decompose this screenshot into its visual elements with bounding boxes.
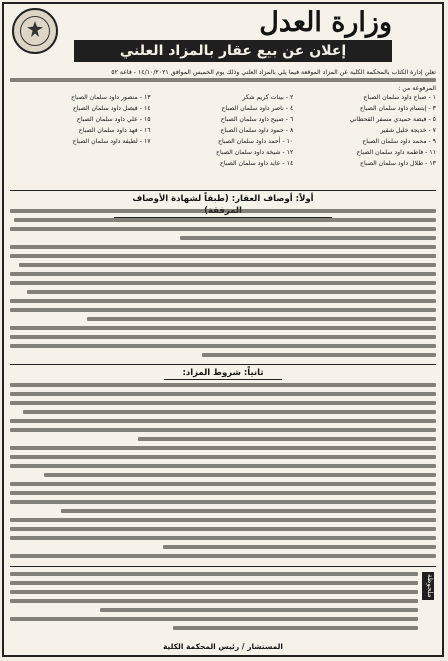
list-item: ١٥ - علي داود سلمان الصباح (76, 116, 151, 123)
list-item: ١٣ - طلال داود سلمان الصباح (359, 160, 436, 167)
list-item: ٩ - محمد داود سلمان الصباح (362, 138, 436, 145)
section-title-auction-terms: ثانياً: شروط المزاد: (164, 367, 282, 380)
court-auction-announcement (2, 2, 444, 657)
list-item: ١٤ - عايد داود سلمان الصباح (219, 160, 294, 167)
heirs-column-left (10, 92, 151, 184)
list-item: ٤ - ناصر داود سلمان الصباح (221, 105, 294, 112)
divider (10, 364, 436, 365)
list-item: ٦ - صبيح داود سلمان الصباح (220, 116, 294, 123)
list-item: ٢ - بينات كريم شكر (242, 94, 294, 101)
heirs-column-right (295, 92, 436, 184)
section1-text-lines (10, 209, 436, 359)
section-title-property-description: أولاً: أوصاف العقار: (طبقاً لشهادة الأوصاف (114, 193, 332, 218)
list-item: ١٧ - لطيفة داود سلمان الصباح (72, 138, 151, 145)
intro-line-plaintiffs: المرفوعة من : (398, 85, 436, 92)
list-item: ٨ - حمود داود سلمان الصباح (220, 127, 294, 134)
ministry-name: وزارة العدل (259, 7, 392, 38)
announcement-header (4, 4, 442, 66)
list-item: ١٤ - فيصل داود سلمان الصباح (72, 105, 151, 112)
notes-text-lines (10, 572, 418, 638)
kuwait-emblem-icon (12, 8, 58, 54)
divider (10, 190, 436, 191)
list-item: ٥ - فيضة حميدي مسفر القحطاني (349, 116, 436, 123)
list-item: ١٢ - شيخة داود سلمان الصباح (216, 149, 294, 156)
list-item: ٧ - خديجة خليل شقير (380, 127, 436, 134)
heirs-column-middle (153, 92, 294, 184)
intro-line: تعلن إدارة الكتاب بالمحكمة الكلية عن المزاد الموقعة فيما يلي بالمزاد العلني وذلك يوم الخميس الموافق ١٤/١٠/٢٠٢١ - قاعة ٥٢ (111, 69, 436, 76)
list-item: ١ - صباح داود سلمان الصباح (363, 94, 436, 101)
list-item: ١٠ - أحمد داود سلمان الصباح (218, 138, 294, 145)
signature-line: المستشار / رئيس المحكمة الكلية (162, 642, 284, 651)
section2-text-lines (10, 383, 436, 563)
announcement-title: إعلان عن بيع عقار بالمزاد العلني (74, 40, 392, 62)
list-item: ١١ - فاطمة داود سلمان الصباح (356, 149, 436, 156)
notes-label: ملحوظة (422, 572, 434, 600)
divider (10, 566, 436, 567)
list-item: ١٦ - فهد داود سلمان الصباح (78, 127, 151, 134)
list-item: ٣ - إبتسام داود سلمان الصباح (359, 105, 436, 112)
list-item: ١٣ - منصور داود سلمان الصباح (70, 94, 151, 101)
heirs-list (10, 92, 436, 184)
